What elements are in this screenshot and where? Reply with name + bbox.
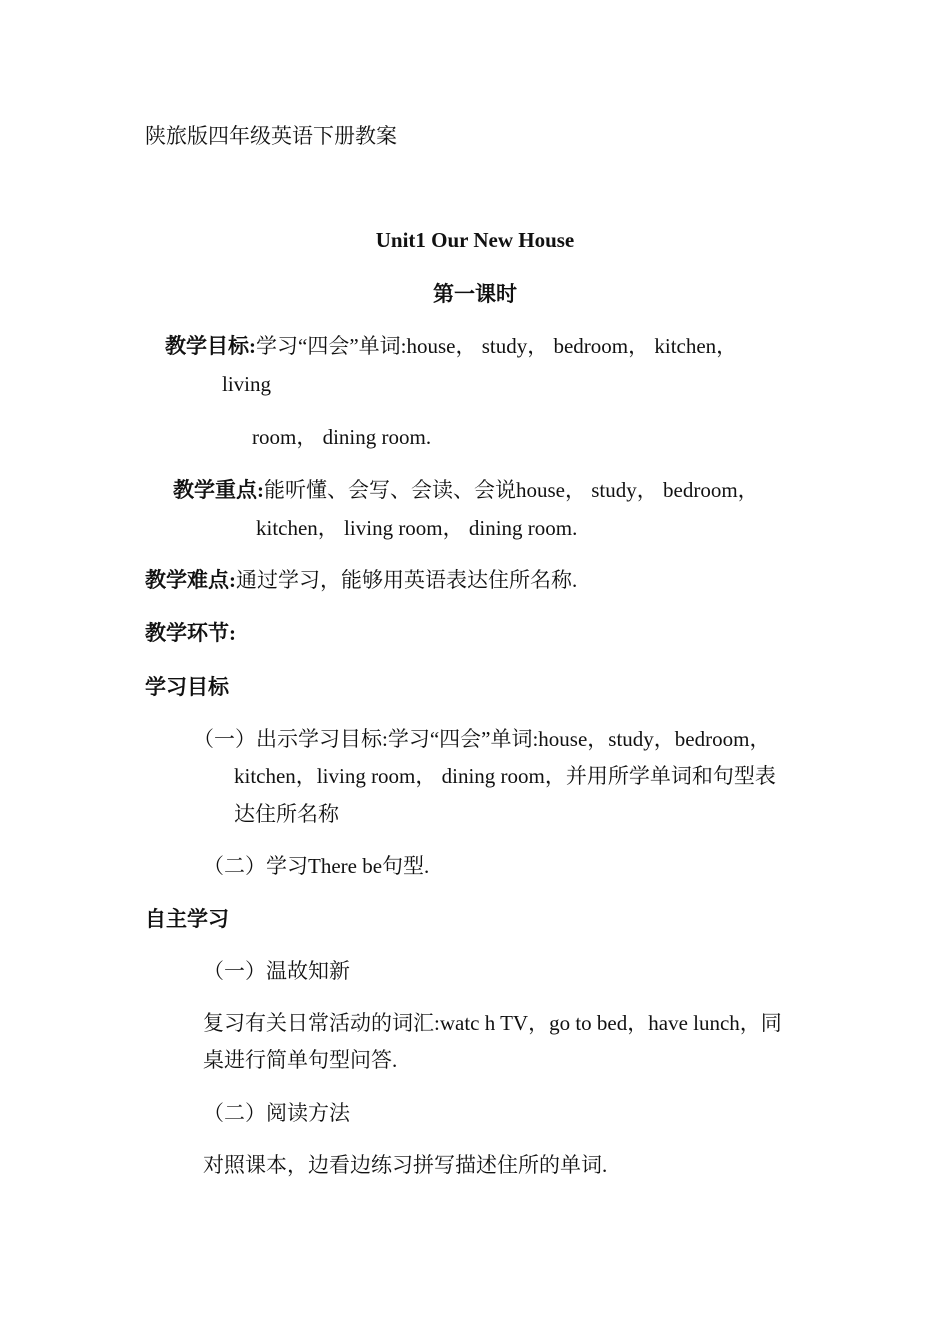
key-points-label: 教学重点:	[173, 478, 264, 502]
objectives-text-2: living	[222, 372, 272, 396]
objectives-text-1: 学习“四会”单词:house， study， bedroom， kitchen，	[256, 334, 738, 358]
goals-item-1-line-1: （一）出示学习目标:学习“四会”单词:house，study，bedroom，	[193, 727, 771, 751]
self-study-para-1-line-2: 桌进行简单句型问答.	[203, 1048, 398, 1072]
key-points-text-1: 能听懂、会写、会读、会说house， study， bedroom，	[264, 478, 759, 502]
self-study-sub-1: （一）温故知新	[203, 959, 350, 983]
goals-item-2: （二）学习There be句型.	[203, 854, 430, 878]
self-study-para-2: 对照课本，边看边练习拼写描述住所的单词.	[203, 1153, 608, 1177]
objectives-label: 教学目标:	[165, 334, 256, 358]
self-study-heading: 自主学习	[145, 907, 229, 931]
goals-item-1-line-2: kitchen，living room， dining room，并用所学单词和句型表	[234, 764, 776, 788]
key-points-text-2: kitchen， living room， dining room.	[256, 516, 578, 540]
document-header: 陕旅版四年级英语下册教案	[145, 124, 397, 148]
objectives-line-1	[165, 332, 737, 360]
difficulties-text: 通过学习，能够用英语表达住所名称.	[236, 568, 578, 592]
unit-title: Unit1 Our New House	[375, 228, 575, 252]
process-label: 教学环节:	[145, 621, 236, 645]
self-study-sub-2: （二）阅读方法	[203, 1101, 350, 1125]
difficulties-line	[145, 566, 577, 594]
objectives-text-3: room， dining room.	[252, 425, 432, 449]
goals-item-1-line-3: 达住所名称	[234, 802, 339, 826]
goals-heading: 学习目标	[145, 675, 229, 699]
difficulties-label: 教学难点:	[145, 568, 236, 592]
lesson-title: 第一课时	[433, 282, 517, 306]
self-study-para-1-line-1: 复习有关日常活动的词汇:watc h TV，go to bed，have lunch，同	[203, 1011, 782, 1035]
key-points-line-1	[173, 476, 759, 504]
